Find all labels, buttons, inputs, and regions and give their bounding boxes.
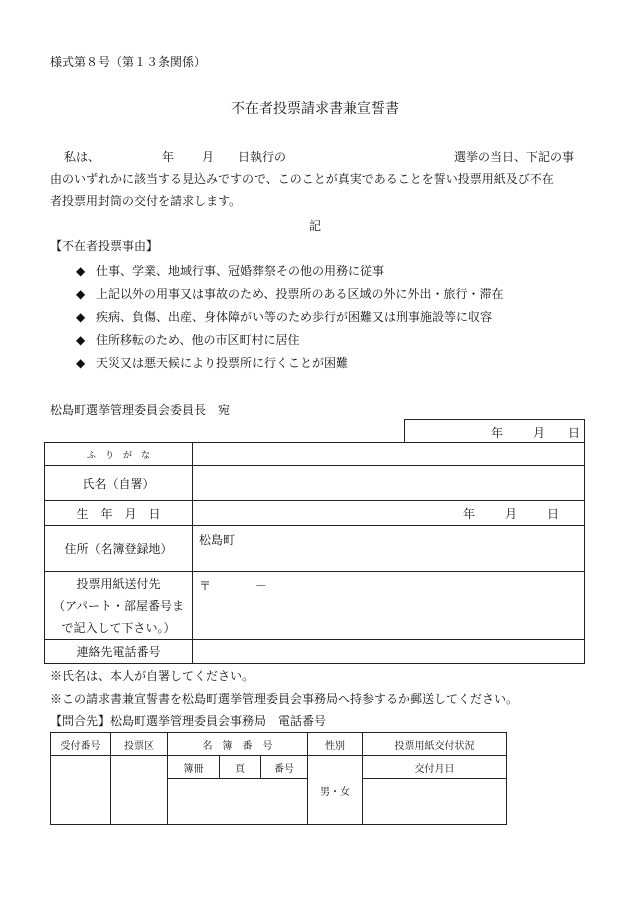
declaration-day: 日執行の — [238, 150, 287, 164]
reasons-heading: 【不在者投票事由】 — [50, 239, 159, 253]
furigana-field[interactable] — [193, 443, 585, 466]
date-month-label: 月 — [533, 426, 546, 440]
number-header: 番号 — [261, 756, 308, 779]
receipt-no-header: 受付番号 — [51, 733, 111, 756]
diamond-icon: ◆ — [76, 333, 86, 347]
list-item: ◆ 疾病、負傷、出産、身体障がい等のため歩行が困難又は刑事施設等に収容 — [76, 310, 493, 324]
birth-month-label: 月 — [505, 507, 518, 521]
receipt-no-cell[interactable] — [51, 756, 111, 825]
birthdate-label: 生 年 月 日 — [45, 501, 193, 526]
list-item: ◆ 天災又は悪天候により投票所に行くことが困難 — [76, 356, 349, 370]
diamond-icon: ◆ — [76, 264, 86, 278]
furigana-label: ふ り が な — [45, 443, 193, 466]
ki-heading: 記 — [308, 219, 321, 233]
declaration-line-2: 由のいずれかに該当する見込みですので、このことが真実であることを誓い投票用紙及び不在 — [50, 172, 554, 186]
page-header: 頁 — [220, 756, 261, 779]
declaration-watashi: 私は、 — [64, 150, 101, 164]
send-to-field[interactable] — [193, 572, 585, 640]
address-value: 松島町 — [199, 533, 236, 547]
gender-header: 性別 — [308, 733, 363, 756]
office-use-table — [50, 732, 507, 825]
list-item: ◆ 上記以外の用事又は事故のため、投票所のある区域の外に外出・旅行・滞在 — [76, 287, 504, 301]
issue-status-header: 投票用紙交付状況 — [363, 733, 507, 756]
date-year-label: 年 — [491, 426, 504, 440]
declaration-tail: 選挙の当日、下記の事 — [454, 150, 575, 164]
phone-label: 連絡先電話番号 — [45, 640, 193, 664]
reasons-list — [76, 262, 504, 377]
list-item: ◆ 住所移転のため、他の市区町村に居住 — [76, 333, 300, 347]
postal-mark: 〒 — [199, 579, 212, 593]
book-header: 簿冊 — [168, 756, 220, 779]
birthdate-field[interactable] — [193, 501, 585, 526]
submission-date-field[interactable] — [404, 419, 585, 442]
address-field[interactable] — [193, 526, 585, 572]
gender-value: 男・女 — [320, 786, 350, 798]
declaration-line-3: 者投票用封筒の交付を請求します。 — [50, 194, 242, 208]
address-label: 住所（名簿登録地） — [45, 526, 193, 572]
addressee: 松島町選挙管理委員会委員長 宛 — [50, 403, 231, 417]
declaration-month: 月 — [202, 150, 215, 164]
district-cell[interactable] — [111, 756, 168, 825]
issue-date-header: 交付月日 — [363, 756, 507, 779]
form-number: 様式第８号（第１３条関係） — [50, 55, 207, 69]
diamond-icon: ◆ — [76, 287, 86, 301]
diamond-icon: ◆ — [76, 310, 86, 324]
list-item: ◆ 仕事、学業、地域行事、冠婚葬祭その他の用務に従事 — [76, 264, 385, 278]
gender-cell[interactable] — [308, 756, 363, 825]
diamond-icon: ◆ — [76, 356, 86, 370]
birth-year-label: 年 — [463, 507, 476, 521]
applicant-form — [44, 442, 585, 664]
postal-dash: － — [254, 579, 267, 593]
registry-no-header: 名 簿 番 号 — [168, 733, 308, 756]
note-contact: 【問合先】松島町選挙管理委員会事務局 電話番号 — [50, 714, 327, 728]
declaration-year: 年 — [162, 150, 175, 164]
issue-date-cell[interactable] — [363, 779, 507, 825]
district-header: 投票区 — [111, 733, 168, 756]
note-signature: ※氏名は、本人が自署してください。 — [50, 669, 255, 683]
page-title: 不在者投票請求書兼宣誓書 — [231, 101, 399, 117]
note-submission: ※この請求書兼宣誓書を松島町選挙管理委員会事務局へ持参するか郵送してください。 — [50, 692, 519, 706]
name-field[interactable] — [193, 466, 585, 501]
send-to-label: 投票用紙送付先 （アパート・部屋番号ま で記入して下さい。） — [45, 572, 193, 640]
name-label: 氏名（自署） — [45, 466, 193, 501]
birth-day-label: 日 — [547, 507, 560, 521]
registry-no-cell[interactable] — [168, 779, 308, 825]
date-day-label: 日 — [568, 426, 581, 440]
phone-field[interactable] — [193, 640, 585, 664]
